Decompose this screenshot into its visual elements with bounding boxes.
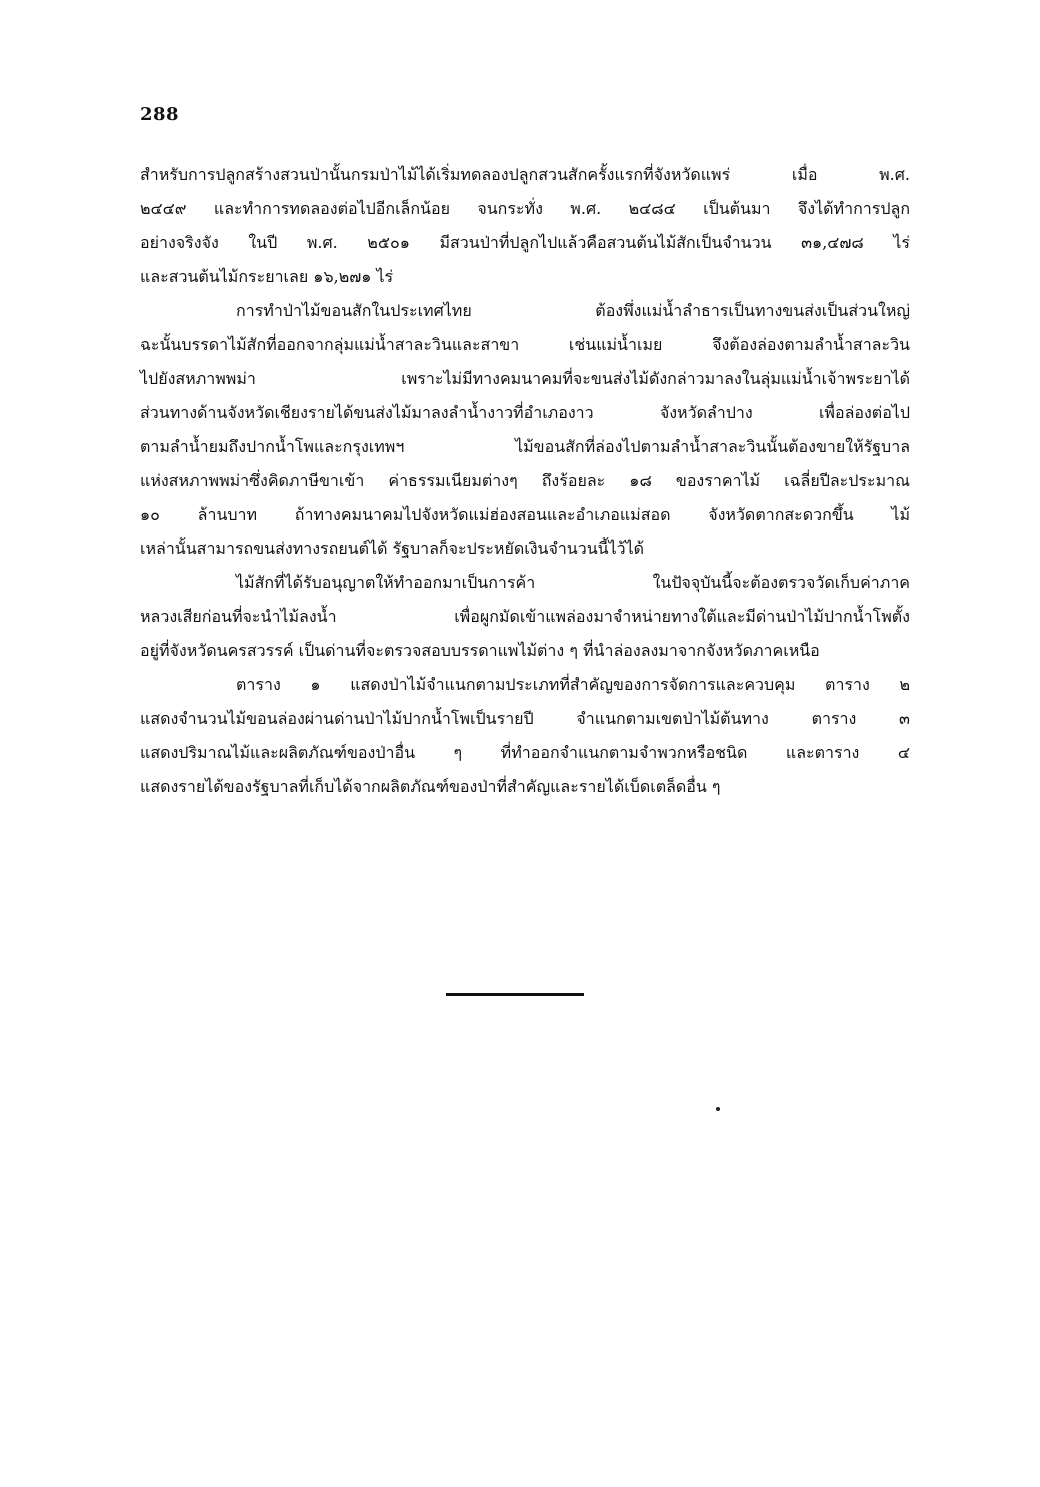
text-line: แสดงปริมาณไม้และผลิตภัณฑ์ของป่าอื่น ๆ ที่ทำออกจำแนกตามจำพวกหรือชนิด และตาราง ๔ — [140, 743, 910, 762]
text-line: ๒๔๔๙ และทำการทดลองต่อไปอีกเล็กน้อย จนกระทั่ง พ.ศ. ๒๔๘๔ เป็นต้นมา จึงได้ทำการปลูก — [140, 199, 910, 218]
paragraph-plantation — [140, 158, 910, 294]
section-divider — [446, 993, 584, 996]
text-line: อยู่ที่จังหวัดนครสวรรค์ เป็นด่านที่จะตรวจสอบบรรดาแพไม้ต่าง ๆ ที่นำล่องลงมาจากจังหวัดภาคเหนือ — [140, 641, 820, 660]
text-line: ไม้สักที่ได้รับอนุญาตให้ทำออกมาเป็นการค้า ในปัจจุบันนี้จะต้องตรวจวัดเก็บค่าภาค — [236, 573, 910, 592]
print-speck — [716, 1107, 720, 1111]
text-line: และสวนต้นไม้กระยาเลย ๑๖,๒๗๑ ไร่ — [140, 267, 394, 286]
text-line: เหล่านั้นสามารถขนส่งทางรถยนต์ได้ รัฐบาลก็จะประหยัดเงินจำนวนนี้ไว้ได้ — [140, 539, 645, 558]
text-line: การทำป่าไม้ขอนสักในประเทศไทย ต้องพึ่งแม่น้ำลำธารเป็นทางขนส่งเป็นส่วนใหญ่ — [236, 301, 910, 320]
page-number: 288 — [140, 104, 180, 125]
paragraph-teak-transport — [140, 294, 910, 566]
text-line: ตามลำน้ำยมถึงปากน้ำโพและกรุงเทพฯ ไม้ขอนสักที่ล่องไปตามลำน้ำสาละวินนั้นต้องขายให้รัฐบาล — [140, 437, 910, 456]
text-line: แสดงจำนวนไม้ขอนล่องผ่านด่านป่าไม้ปากน้ำโพเป็นรายปี จำแนกตามเขตป่าไม้ต้นทาง ตาราง ๓ — [140, 709, 910, 728]
text-line: ฉะนั้นบรรดาไม้สักที่ออกจากลุ่มแม่น้ำสาละวินและสาขา เช่นแม่น้ำเมย จึงต้องล่องตามลำน้ำสาละวิน — [140, 335, 910, 354]
text-line: ไปยังสหภาพพม่า เพราะไม่มีทางคมนาคมที่จะขนส่งไม้ดังกล่าวมาลงในลุ่มแม่น้ำเจ้าพระยาได้ — [140, 369, 910, 388]
text-line: หลวงเสียก่อนที่จะนำไม้ลงน้ำ เพื่อผูกมัดเข้าแพล่องมาจำหน่ายทางใต้และมีด่านป่าไม้ปากน้ำโพตั้ง — [140, 607, 910, 626]
text-line: แห่งสหภาพพม่าซึ่งคิดภาษีขาเข้า ค่าธรรมเนียมต่างๆ ถึงร้อยละ ๑๘ ของราคาไม้ เฉลี่ยปีละประมาณ — [140, 471, 910, 490]
text-line: อย่างจริงจัง ในปี พ.ศ. ๒๕๐๑ มีสวนป่าที่ปลูกไปแล้วคือสวนต้นไม้สักเป็นจำนวน ๓๑,๔๗๘ ไร่ — [140, 233, 910, 252]
text-line: แสดงรายได้ของรัฐบาลที่เก็บได้จากผลิตภัณฑ์ของป่าที่สำคัญและรายได้เบ็ดเตล็ดอื่น ๆ — [140, 777, 721, 796]
body-text — [140, 158, 910, 804]
paragraph-royalty-station — [140, 566, 910, 668]
paragraph-tables-summary — [140, 668, 910, 804]
text-line: ตาราง ๑ แสดงป่าไม้จำแนกตามประเภทที่สำคัญของการจัดการและควบคุม ตาราง ๒ — [236, 675, 910, 694]
text-line: ๑๐ ล้านบาท ถ้าทางคมนาคมไปจังหวัดแม่ฮ่องสอนและอำเภอแม่สอด จังหวัดตากสะดวกขึ้น ไม้ — [140, 505, 910, 524]
text-line: ส่วนทางด้านจังหวัดเชียงรายได้ขนส่งไม้มาลงลำน้ำงาวที่อำเภองาว จังหวัดลำปาง เพื่อล่องต่อไป — [140, 403, 910, 422]
text-line: สำหรับการปลูกสร้างสวนป่านั้นกรมป่าไม้ได้เริ่มทดลองปลูกสวนสักครั้งแรกที่จังหวัดแพร่ เมื่อ พ.ศ. — [140, 165, 910, 184]
